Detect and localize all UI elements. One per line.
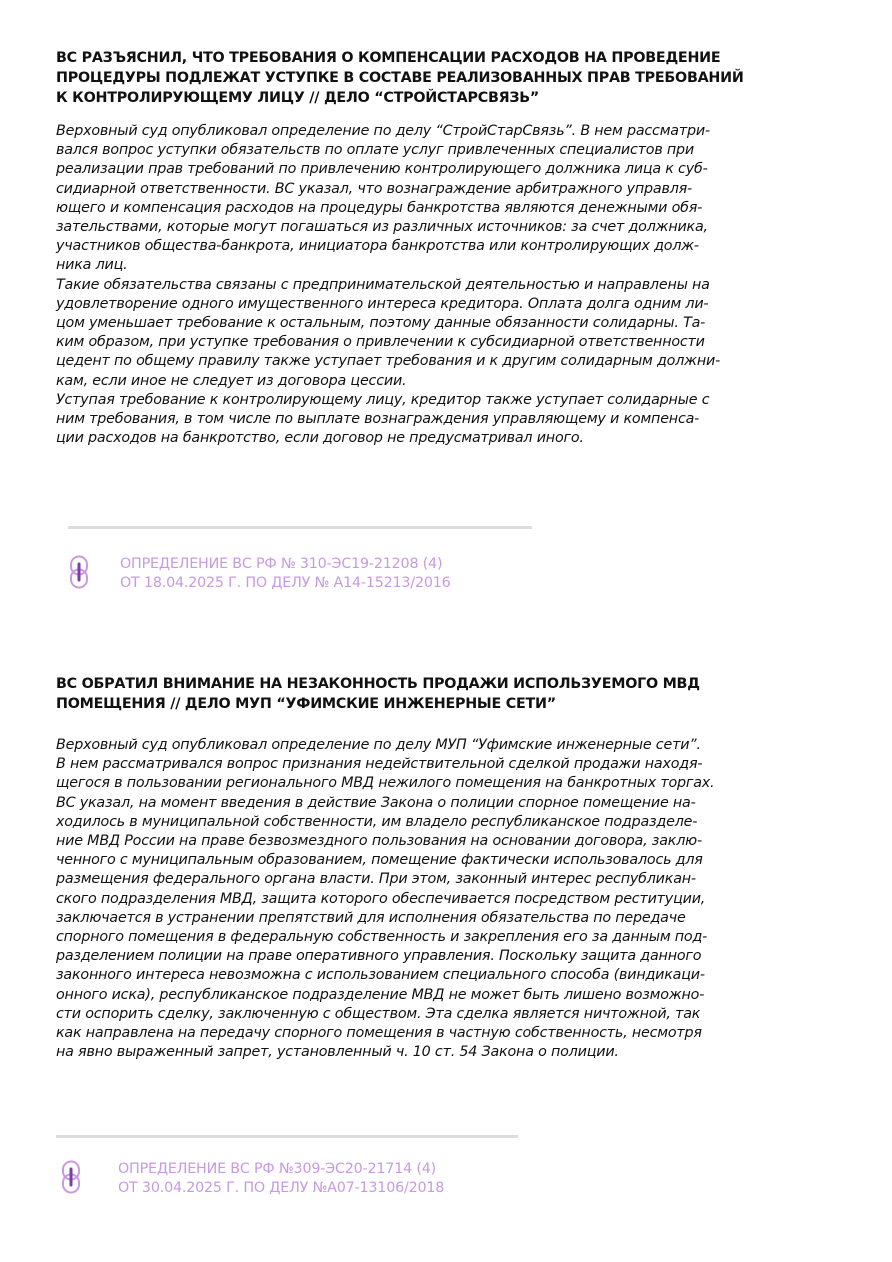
article-2-reference[interactable] [60, 1160, 444, 1198]
link-chain-icon [60, 1160, 82, 1194]
article-1-body: Верховный суд опубликовал определение по делу “СтройСтарСвязь”. В нем рассматри- вался вопрос уступки обязательств по оплате услуг привлеченных специалистов при реализации прав требований по привлечению контролирующего должника лица к суб- сидиарной ответственности. ВС указал, что вознаграждение арбитражного управля- ющего и компенсация расходов на процедуры банкротства являются денежными обя- зательствами, которые могут погашаться из различных источников: за счет должника, участников общества-банкрота, инициатора банкротства или контролирующих долж- ника лиц. Такие обязательства связаны с предпринимательской деятельностью и направлены на удовлетворение одного имущественного интереса кредитора. Оплата долга одним ли- цом уменьшает требование к остальным, поэтому данные обязанности солидарны. Та- ким образом, при уступке требования о привлечении к субсидиарной ответственности цедент по общему правилу также уступает требования и к другим солидарным должни- кам, если иное не следует из договора цессии. Уступая требование к контролирующему лицу, кредитор также уступает солидарные с ним требования, в том числе по выплате вознаграждения управляющему и компенса- ции расходов на банкротство, если договор не предусматривал иного. [56, 123, 721, 447]
article-2-divider [56, 1135, 518, 1138]
article-1-reference-text[interactable]: ОПРЕДЕЛЕНИЕ ВС РФ № 310-ЭС19-21208 (4) ОТ 18.04.2025 Г. ПО ДЕЛУ № А14-15213/2016 [120, 556, 451, 591]
article-1-title: ВС РАЗЪЯСНИЛ, ЧТО ТРЕБОВАНИЯ О КОМПЕНСАЦИИ РАСХОДОВ НА ПРОВЕДЕНИЕ ПРОЦЕДУРЫ ПОДЛЕЖАТ УСТУПКЕ В СОСТАВЕ РЕАЛИЗОВАННЫХ ПРАВ ТРЕБОВАНИЙ К КОНТРОЛИРУЮЩЕМУ ЛИЦУ // ДЕЛО “СТРОЙСТАРСВЯЗЬ” [56, 50, 744, 106]
link-chain-icon [68, 555, 90, 589]
article-2-body: Верховный суд опубликовал определение по делу МУП “Уфимские инженерные сети”. В нем рассматривался вопрос признания недействительной сделкой продажи находя- щегося в пользовании регионального МВД нежилого помещения на банкротных торгах. ВС указал, на момент введения в действие Закона о полиции спорное помещение на- ходилось в муниципальной собственности, им владело республиканское подразделе- ние МВД России на праве безвозмездного пользования на основании договора, заклю- ченного с муниципальным образованием, помещение фактически использовалось для размещения федерального органа власти. При этом, законный интерес республикан- ского подразделения МВД, защита которого обеспечивается посредством реституции, заключается в устранении препятствий для исполнения обязательства по передаче спорного помещения в федеральную собственность и закрепления его за данным под- разделением полиции на праве оперативного управления. Поскольку защита данного законного интереса невозможна с использованием специального способа (виндикаци- онного иска), республиканское подразделение МВД не может быть лишено возможно- сти оспорить сделку, заключенную с обществом. Эта сделка является ничтожной, так как направлена на передачу спорного помещения в частную собственность, несмотря на явно выраженный запрет, установленный ч. 10 ст. 54 Закона о полиции. [56, 737, 715, 1061]
article-2-title: ВС ОБРАТИЛ ВНИМАНИЕ НА НЕЗАКОННОСТЬ ПРОДАЖИ ИСПОЛЬЗУЕМОГО МВД ПОМЕЩЕНИЯ // ДЕЛО МУП “УФИМСКИЕ ИНЖЕНЕРНЫЕ СЕТИ” [56, 676, 700, 712]
article-1 [56, 48, 840, 448]
article-2-reference-text[interactable]: ОПРЕДЕЛЕНИЕ ВС РФ №309-ЭС20-21714 (4) ОТ 30.04.2025 Г. ПО ДЕЛУ №А07-13106/2018 [118, 1161, 445, 1196]
article-1-divider [68, 526, 532, 529]
article-1-reference[interactable] [68, 555, 451, 593]
article-2 [56, 674, 840, 1062]
